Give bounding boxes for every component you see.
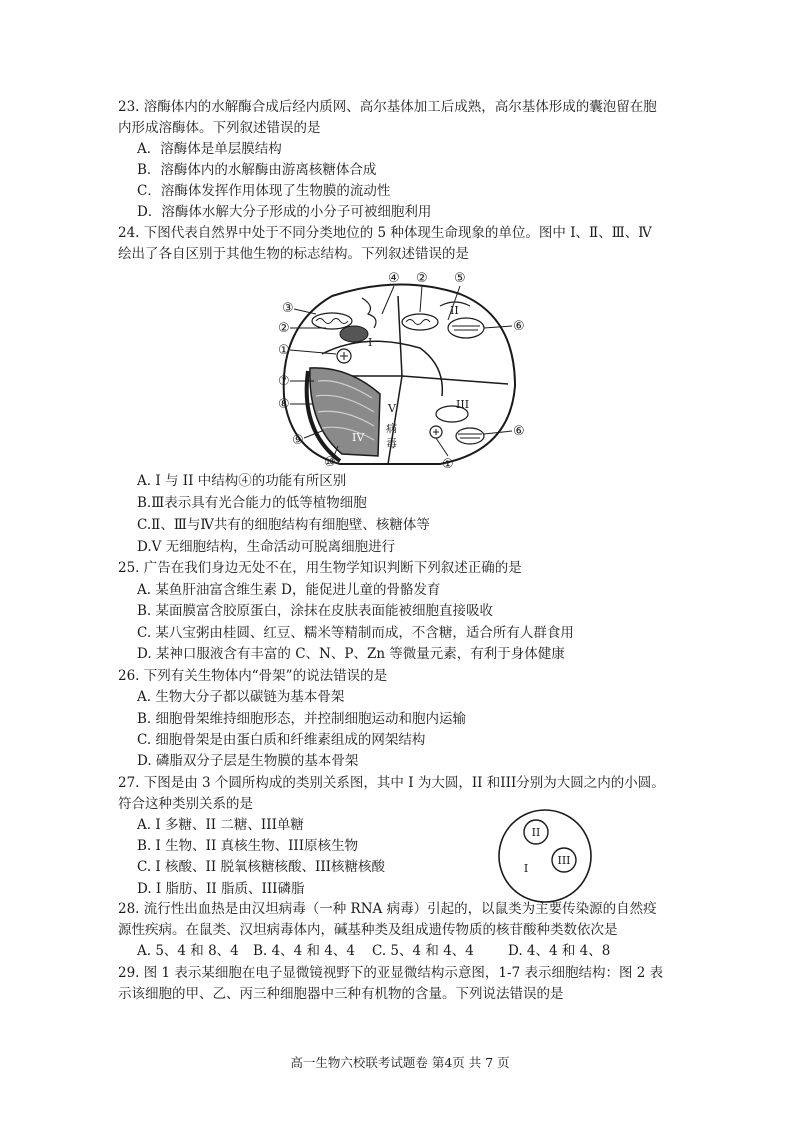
label-4: ④ — [388, 271, 400, 286]
label-2-left: ② — [278, 321, 290, 336]
q28-option-b: B. 4、4 和 4、4 — [253, 943, 355, 959]
label-6-bottom: ⑥ — [513, 424, 525, 439]
label-2-top: ② — [416, 271, 428, 286]
q28-option-c: C. 5、4 和 4、4 — [372, 943, 474, 959]
label-1-bottom: ① — [442, 457, 454, 471]
q27-stem-line2: 符合这种类别关系的是 — [118, 796, 253, 812]
q24-option-a: A. I 与 II 中结构④的功能有所区别 — [137, 473, 347, 489]
page-footer: 高一生物六校联考试题卷 第4页 共 7 页 — [290, 1055, 510, 1070]
q24-option-d: D.V 无细胞结构，生命活动可脱离细胞进行 — [137, 539, 396, 555]
venn-label-i: I — [523, 862, 529, 875]
region-ii-label: II — [450, 304, 459, 317]
q25-option-c: C. 某八宝粥由桂圆、红豆、糯米等精制而成，不含糖，适合所有人群食用 — [137, 625, 574, 641]
q25-option-b: B. 某面膜富含胶原蛋白，涂抹在皮肤表面能被细胞直接吸收 — [137, 603, 494, 619]
q28-option-a: A. 5、4 和 8、4 — [137, 943, 239, 959]
region-i-label: I — [368, 336, 373, 349]
q23-option-b: B．溶酶体内的水解酶由游离核糖体合成 — [137, 162, 377, 178]
label-6-top: ⑥ — [513, 319, 525, 334]
q27-option-d: D. I 脂肪、II 脂质、III磷脂 — [137, 881, 305, 897]
venn-diagram — [492, 806, 598, 906]
q28-stem-line1: 28. 流行性出血热是由汉坦病毒（一种 RNA 病毒）引起的，以鼠类为主要传染源的自然疫 — [118, 901, 657, 917]
q26-stem: 26. 下列有关生物体内“骨架”的说法错误的是 — [118, 668, 388, 684]
q24-option-c: C.Ⅱ、Ⅲ与Ⅳ共有的细胞结构有细胞壁、核糖体等 — [137, 517, 430, 533]
label-7: ⑦ — [278, 374, 290, 389]
venn-label-iii: III — [557, 854, 571, 867]
q24-stem-line1: 24. 下图代表自然界中处于不同分类地位的 5 种体现生命现象的单位。图中 I、Ⅱ、Ⅲ、Ⅳ — [118, 225, 652, 241]
q23-stem-line2: 内形成溶酶体。下列叙述错误的是 — [118, 120, 321, 136]
virus-label-2: 毒 — [386, 437, 397, 450]
q23-stem-line1: 23. 溶酶体内的水解酶合成后经内质网、高尔基体加工后成熟，高尔基体形成的囊泡留在胞 — [118, 99, 657, 115]
q28-stem-line2: 源性疾病。在鼠类、汉坦病毒体内，碱基种类及组成遗传物质的核苷酸种类数依次是 — [118, 922, 618, 938]
label-5: ⑤ — [454, 271, 466, 286]
q23-option-d: D．溶酶体水解大分子形成的小分子可被细胞利用 — [137, 204, 432, 220]
region-iii-label: III — [456, 398, 470, 411]
q27-option-a: A. I 多糖、II 二糖、III单糖 — [137, 817, 304, 833]
q26-option-b: B. 细胞骨架维持细胞形态，并控制细胞运动和胞内运输 — [137, 711, 467, 727]
label-3: ③ — [282, 301, 294, 316]
q27-option-b: B. I 生物、II 真核生物、III原核生物 — [137, 838, 359, 854]
mitochondrion-ii-icon — [402, 314, 438, 330]
label-10: ⑩ — [324, 455, 336, 470]
q26-option-a: A. 生物大分子都以碳链为基本骨架 — [137, 689, 345, 705]
q27-stem-line1: 27. 下图是由 3 个圆所构成的类别关系图，其中 I 为大圆，II 和III分别为大圆之内的小圆。 — [118, 775, 665, 791]
virus-label-1: 病 — [386, 422, 397, 435]
q28-option-d: D. 4、4 和 4、8 — [508, 943, 611, 959]
chloroplast-iii-icon — [456, 428, 484, 444]
label-1-left: ① — [278, 343, 290, 358]
q23-option-c: C．溶酶体发挥作用体现了生物膜的流动性 — [137, 183, 391, 199]
cell-classification-diagram — [270, 266, 540, 471]
label-9: ⑨ — [292, 433, 304, 448]
q23-option-a: A．溶酶体是单层膜结构 — [137, 141, 282, 157]
q26-option-d: D. 磷脂双分子层是生物膜的基本骨架 — [137, 753, 359, 769]
q29-stem-line1: 29. 图 1 表示某细胞在电子显微镜视野下的亚显微结构示意图，1-7 表示细胞结构：图 2 表 — [118, 965, 664, 981]
venn-label-ii: II — [531, 826, 541, 839]
q25-option-a: A. 某鱼肝油富含维生素 D，能促进儿童的骨骼发育 — [137, 582, 441, 598]
chloroplast-icon — [340, 326, 368, 342]
label-8: ⑧ — [278, 397, 290, 412]
chloroplast-ii-icon — [448, 318, 484, 338]
q27-option-c: C. I 核酸、II 脱氧核糖核酸、III核糖核酸 — [137, 859, 386, 875]
region-iv-label: IV — [352, 431, 365, 444]
q26-option-c: C. 细胞骨架是由蛋白质和纤维素组成的网架结构 — [137, 732, 426, 748]
q25-option-d: D. 某神口服液含有丰富的 C、N、P、Zn 等微量元素，有利于身体健康 — [137, 646, 565, 662]
q24-option-b: B.Ⅲ表示具有光合能力的低等植物细胞 — [137, 495, 367, 511]
q24-stem-line2: 绘出了各自区别于其他生物的标志结构。下列叙述错误的是 — [118, 246, 469, 262]
region-v-label: V — [388, 402, 396, 415]
q29-stem-line2: 示该细胞的甲、乙、丙三种细胞器中三种有机物的含量。下列说法错误的是 — [118, 986, 564, 1002]
q25-stem: 25. 广告在我们身边无处不在，用生物学知识判断下列叙述正确的是 — [118, 560, 522, 576]
